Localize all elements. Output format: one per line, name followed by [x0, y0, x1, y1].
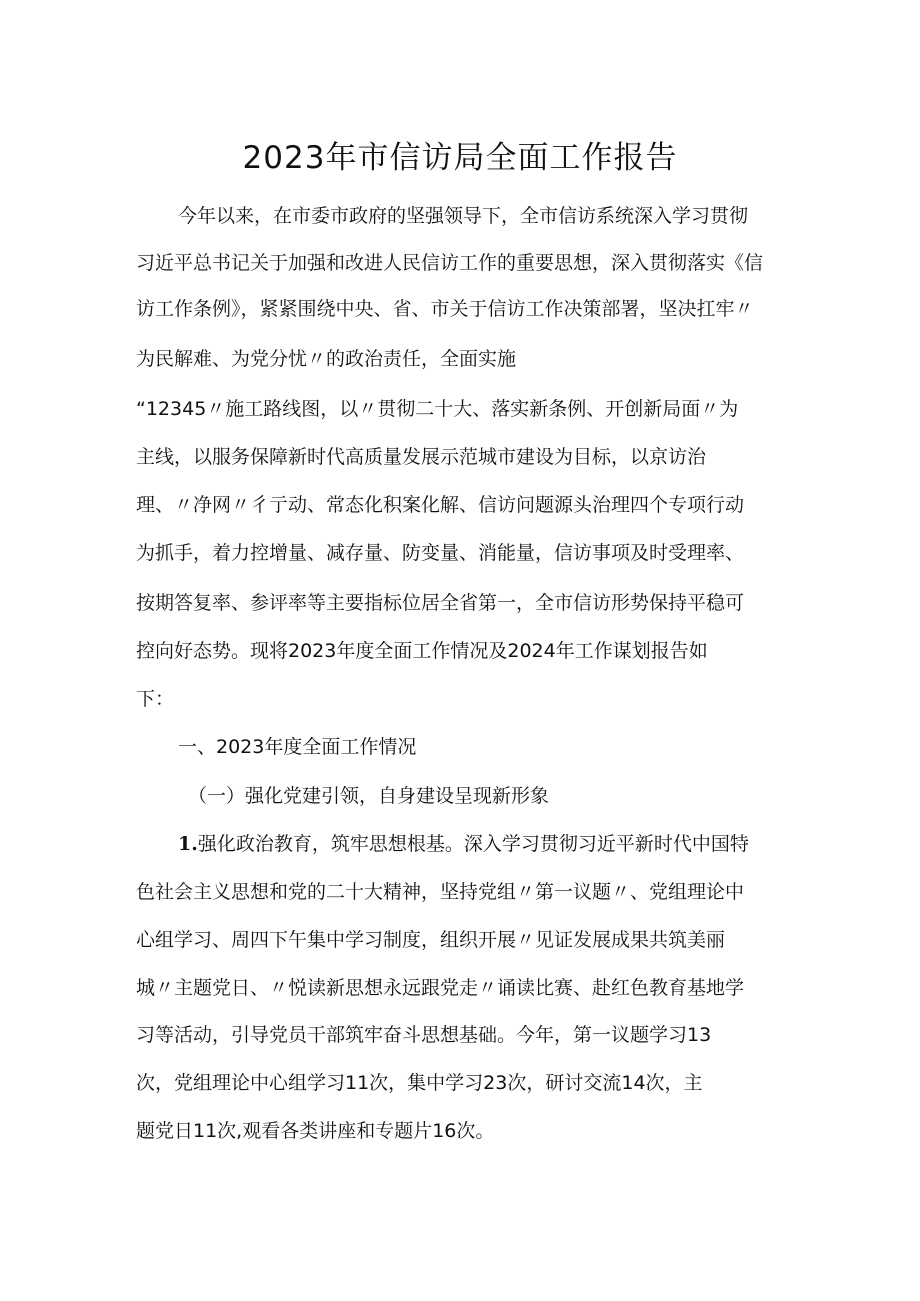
- paragraph-line: 为民解难、为党分忧〃的政治责任，全面实施: [136, 348, 517, 370]
- paragraph-line: 主线，以服务保障新时代高质量发展示范城市建设为目标，以京访治: [136, 446, 707, 468]
- paragraph-line: “12345〃施工路线图，以〃贯彻二十大、落实新条例、开创新局面〃为: [136, 398, 739, 420]
- paragraph-line: 按期答复率、参评率等主要指标位居全省第一，全市信访形势保持平稳可: [136, 592, 745, 614]
- paragraph-line: 控向好态势。现将2023年度全面工作情况及2024年工作谋划报告如: [136, 640, 708, 662]
- section-heading: 一、2023年度全面工作情况: [178, 736, 417, 758]
- paragraph-line: 今年以来，在市委市政府的坚强领导下，全市信访系统深入学习贯彻: [178, 205, 749, 227]
- paragraph-line: 次，党组理论中心组学习11次，集中学习23次，研讨交流14次，主: [136, 1072, 703, 1094]
- document-title: 2023年市信访局全面工作报告: [242, 140, 678, 176]
- paragraph-line: 习近平总书记关于加强和改进人民信访工作的重要思想，深入贯彻落实《信: [136, 252, 764, 274]
- paragraph-line: 为抓手，着力控增量、减存量、防变量、消能量，信访事项及时受理率、: [136, 542, 745, 564]
- paragraph-line: 习等活动，引导党员干部筑牢奋斗思想基础。今年，第一议题学习13: [136, 1024, 712, 1046]
- paragraph-line: 心组学习、周四下午集中学习制度，组织开展〃见证发展成果共筑美丽: [136, 929, 726, 951]
- paragraph-line-first: [178, 831, 749, 857]
- item-number: 1.: [178, 833, 198, 855]
- paragraph-line: 题党日11次,观看各类讲座和专题片16次。: [136, 1120, 495, 1142]
- paragraph-line: 访工作条例》，紧紧围绕中央、省、市关于信访工作决策部署，坚决扛牢〃: [136, 298, 754, 320]
- paragraph-line: 城〃主题党日、〃悦读新思想永远跟党走〃诵读比赛、赴红色教育基地学: [136, 977, 745, 999]
- paragraph-line: 理、〃净网〃彳亍动、常态化积案化解、信访问题源头治理四个专项行动: [136, 494, 745, 516]
- paragraph-line: 色社会主义思想和党的二十大精神，坚持党组〃第一议题〃、党组理论中: [136, 881, 745, 903]
- subsection-heading: （一）强化党建引领，自身建设呈现新形象: [188, 785, 550, 807]
- paragraph-line: 下：: [136, 688, 175, 710]
- paragraph-line-text: 强化政治教育，筑牢思想根基。深入学习贯彻习近平新时代中国特: [197, 833, 749, 855]
